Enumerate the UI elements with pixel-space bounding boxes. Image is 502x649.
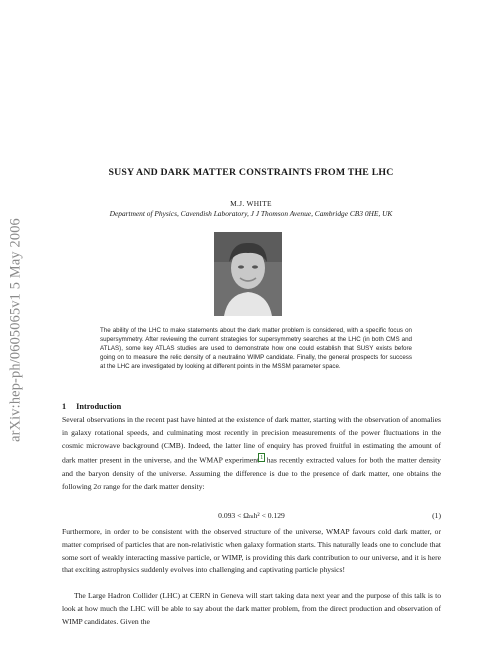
equation-body: 0.093 < Ωₘh² < 0.129 — [218, 511, 285, 520]
author-photo — [214, 232, 282, 316]
citation-link[interactable]: 1 — [260, 454, 264, 462]
paper-title: SUSY AND DARK MATTER CONSTRAINTS FROM THE LHC — [108, 167, 394, 178]
paragraph-1 — [62, 414, 441, 493]
equation-1 — [62, 511, 441, 525]
author-name: M.J. WHITE — [230, 199, 272, 208]
equation-number: (1) — [432, 511, 441, 520]
paragraph-2: Furthermore, in order to be consistent with the observed structure of the universe, WMAP favours cold dark matter, or matter comprised of particles that are non-relativistic when galaxy formation starts. This naturally leads one to conclude that some sort of weakly interacting massive particle, or WIMP, is providing this dark contribution to our universe, and it is here that exciting astrophysics suddenly evolves into challenging and captivating particle physics! — [62, 527, 441, 575]
author-affiliation: Department of Physics, Cavendish Laboratory, J J Thomson Avenue, Cambridge CB3 0HE, UK — [109, 209, 393, 218]
section-number: 1 — [62, 402, 67, 411]
section-heading — [62, 402, 121, 411]
paragraph-3: The Large Hadron Collider (LHC) at CERN in Geneva will start taking data next year and the purpose of this talk is to look at how much the LHC will be able to say about the dark matter problem, from the direct production and observation of WIMP candidates. Given the — [62, 591, 441, 626]
abstract: The ability of the LHC to make statements about the dark matter problem is considered, with a specific focus on supersymmetry. After reviewing the current strategies for supersymmetry searches at the LHC (in both CMS and ATLAS), some key ATLAS studies are used to demonstrate how one could establish that SUSY exists before going on to measure the relic density of a neutralino WIMP candidate. Finally, the general prospects for success at the LHC are investigated by looking at different points in the MSSM parameter space. — [100, 327, 412, 371]
section-title: Introduction — [76, 402, 122, 411]
arxiv-identifier[interactable] — [4, 0, 28, 649]
paragraph-1-text-b: has recently extracted values for both the matter density and the baryon density of the universe. Assuming the difference is due to the presence of dark matter, one obtains the following 2σ range for the dark matter density: — [62, 455, 441, 491]
arxiv-identifier-text: arXiv:hep-ph/0605065v1 5 May 2006 — [7, 218, 24, 442]
paragraph-1-text-a: Several observations in the recent past have hinted at the existence of dark matter, starting with the observation of anomalies in galaxy rotational speeds, and culminating most recently in precision measurements of the power fluctuations in the cosmic microwave background (CMB). Indeed, the latter line of enquiry has proved fruitful in estimating the amount of dark matter present in the universe, and the WMAP experiment — [62, 415, 441, 465]
